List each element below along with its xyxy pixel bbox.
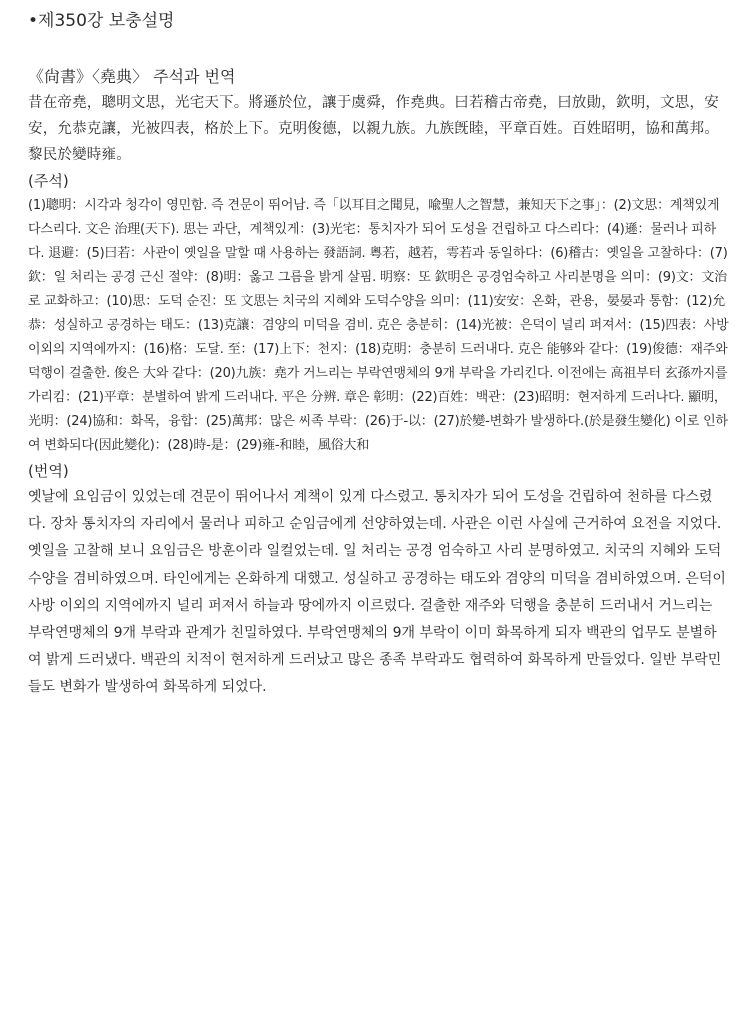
source-heading: 《尙書》〈堯典〉 주석과 번역 <box>28 67 236 86</box>
lecture-title: •제350강 보충설명 <box>28 11 175 31</box>
classical-text-paragraph: 昔在帝堯，聰明文思，光宅天下。將遜於位，讓于虞舜，作堯典。曰若稽古帝堯，曰放勛，欽明，文思，安安，允恭克讓，光被四表，格於上下。克明俊德，以親九族。九族旣睦，平章百姓。百姓昭明，協和萬邦。黎民於變時雍。 <box>28 95 719 163</box>
translation-paragraph: 옛날에 요임금이 있었는데 견문이 뛰어나서 계책이 있게 다스렸고. 통치자가 되어 도성을 건립하여 천하를 다스렸다. 장차 통치자의 자리에서 물러나 피하고 순임금에게 선양하였는데. 사관은 이런 사실에 근거하여 요전을 지었다. 옛일을 고찰해 보니 요임금은 방훈이라 일컬었는데. 일 처리는 공경 엄숙하고 사리 분명하였고. 치국의 지혜와 도덕 수양을 겸비하였으며. 타인에게는 온화하게 대했고. 성실하고 공경하는 태도와 겸양의 미덕을 겸비하였으며. 은덕이 사방 이외의 지역에까지 널리 퍼져서 하늘과 땅에까지 이르렀다. 걸출한 재주와 덕행을 충분히 드러내서 거느리는 부락연맹체의 9개 부락과 관계가 친밀하였다. 부락연맹체의 9개 부락이 이미 화목하게 되자 백관의 업무도 분별하여 밝게 드러냈다. 백관의 치적이 현저하게 드러났고 많은 종족 부락과도 협력하여 화목하게 만들었다. 일반 부락민들도 변화가 발생하여 화목하게 되었다. <box>28 489 726 696</box>
annotations-paragraph: (1)聰明：시각과 청각이 영민함. 즉 견문이 뛰어남. 즉「以耳目之聞見，喩聖人之智慧，兼知天下之事」：(2)文思：계책있게 다스리다. 文은 治理(天下). 思는 과단，계책있게：(3)光宅：통치자가 되어 도성을 건립하고 다스리다：(4)遜：물러나 피하다. 退避：(5)曰若：사관이 옛일을 말할 때 사용하는 發語詞. 粵若，越若，雩若과 동일하다：(6)稽古：옛일을 고찰하다：(7)欽：일 처리는 공경 근신 절약：(8)明：옳고 그름을 밝게 살핌. 明察：또 欽明은 공경엄숙하고 사리분명을 의미：(9)文：文治로 교화하고：(10)思：도덕 순진：또 文思는 치국의 지혜와 도덕수양을 의미：(11)安安：온화，관용，晏晏과 통함：(12)允恭：성실하고 공경하는 태도：(13)克讓：겸양의 미덕을 겸비. 克은 충분히：(14)光被：은덕이 널리 퍼져서：(15)四表：사방 이외의 지역에까지：(16)格：도달. 至：(17)上下：천지：(18)克明：충분히 드러내다. 克은 能够와 같다：(19)俊德：재주와 덕행이 걸출한. 俊은 大와 같다：(20)九族：堯가 거느리는 부락연맹체의 9개 부락을 가리킨다. 이전에는 高祖부터 玄孫까지를 가리킴：(21)平章：분별하여 밝게 드러내다. 平은 分辨. 章은 彰明：(22)百姓：백관：(23)昭明：현저하게 드러나다. 顯明，光明：(24)協和：화목，융합：(25)萬邦：많은 씨족 부락：(26)于-以：(27)於變-변화가 발생하다.(於是發生變化) 이로 인하여 변화되다(因此變化)：(28)時-是：(29)雍-和睦，風俗大和 <box>28 198 729 453</box>
translation-heading: (번역) <box>28 462 69 480</box>
annotations-heading: (주석) <box>28 172 69 190</box>
